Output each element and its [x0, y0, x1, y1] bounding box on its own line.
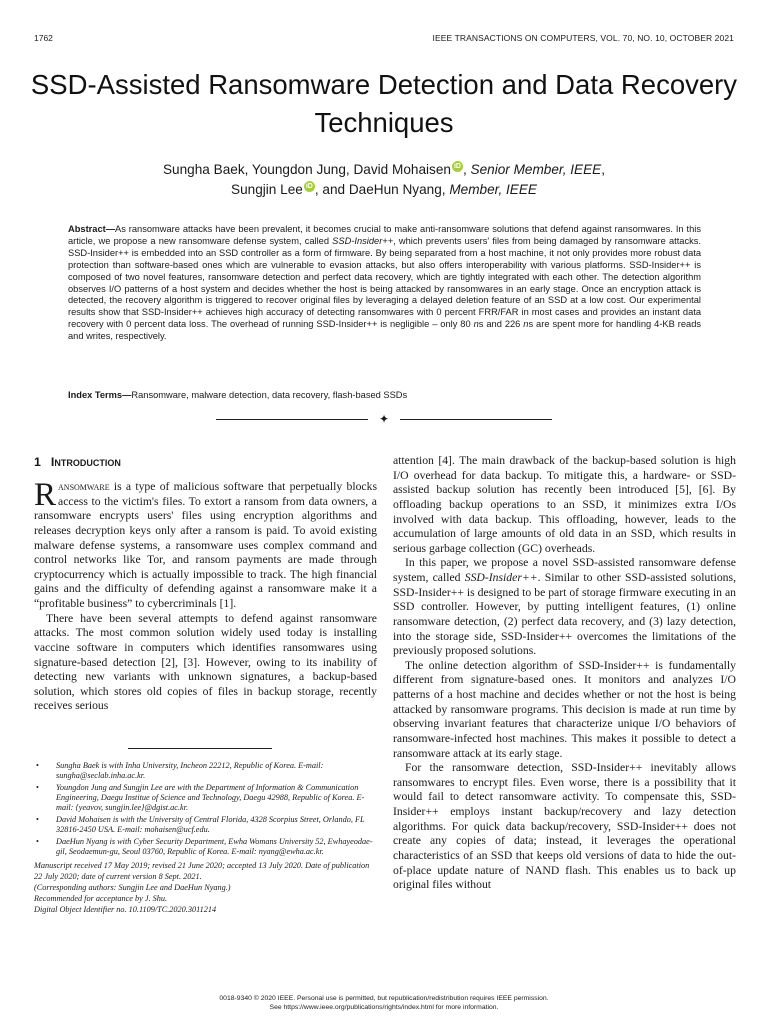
footnote-item: • DaeHun Nyang is with Cyber Security Department, Ewha Womans University 52, Ewhayeodae-gil, Seodaemun-gu, Seoul 03760, Republic of Korea. E-mail: nyang@ewha.ac.kr.: [34, 837, 379, 857]
paragraph: [393, 556, 736, 658]
orcid-icon[interactable]: iD: [453, 163, 461, 171]
section-divider: [216, 414, 552, 426]
author-conj: , and DaeHun Nyang,: [314, 182, 446, 197]
paragraph: [34, 477, 377, 612]
abstract-text: s are spent more for handling 4-KB reads and writes, respectively.: [68, 319, 702, 342]
footnotes: [34, 761, 379, 916]
unit: n: [473, 319, 479, 330]
divider-line: [216, 419, 368, 420]
footnote-item: • Youngdon Jung and Sungjin Lee are with the Department of Information & Communication Engineering, Daegu Institue of Science and Technology, Daegu 42988, Republic of Korea. E-mail: {yeavov, sungjin.lee}@dgist.ac.kr.: [34, 783, 379, 814]
paragraph: For the ransomware detection, SSD-Insider++ inevitably allows ransomwares to encrypt files. Even worse, there is a possibility that it would fail to detect ransomware activity. To compensate this, SSD-Insider++ employs instant backup/recovery and lazy detection algorithms. For quick data backup/recovery, SSD-Insider++ does not create any copies of data; instead, it leverages the operational characteristics of an SSD that keeps old versions of data to hide the out-of-place update nature of NAND flash. This enables us to back up original files without: [393, 761, 736, 892]
manuscript-line: Manuscript received 17 May 2019; revised 21 June 2020; accepted 13 July 2020. Date of publication 22 July 2020; date of current version 8 Sept. 2021.: [34, 861, 370, 882]
first-word: ansomware: [58, 480, 110, 493]
copyright-link[interactable]: See https://www.ieee.org/publications/rights/index.html for more information.: [269, 1003, 499, 1011]
diamond-star-icon: ✦: [378, 412, 390, 426]
right-column: [393, 454, 736, 893]
manuscript-line: Recommended for acceptance by J. Shu.: [34, 894, 168, 904]
author-list: [40, 160, 728, 200]
author-line-1: Sungha Baek, Youngdon Jung, David Mohaisen iD , Senior Member, IEEE,: [162, 162, 606, 177]
orcid-icon[interactable]: iD: [305, 183, 313, 191]
unit: n: [523, 319, 529, 330]
index-terms: [68, 389, 701, 401]
section-heading: [34, 454, 377, 470]
paragraph: attention [4]. The main drawback of the backup-based solution is high I/O overhead for data backup. To mitigate this, a hardware- or SSD-assisted backup solution has recently been introduced [5], [6]. By offloading backup operations to an SSD, it minimizes extra I/Os involved with data backup. This offloading, however, leads to the accumulation of large amounts of old data in an SSD, which results in serious garbage collection (GC) overheads.: [393, 454, 736, 555]
section-number: 1: [34, 455, 41, 469]
manuscript-info: [34, 861, 379, 916]
page-number: 1762: [34, 33, 53, 43]
footnote-list: [34, 761, 379, 857]
author-role: Senior Member, IEEE: [470, 162, 602, 177]
index-terms-text: Ransomware, malware detection, data recovery, flash-based SSDs: [131, 390, 408, 400]
copyright-line: 0018-9340 © 2020 IEEE. Personal use is permitted, but republication/redistribution requires IEEE permission.: [219, 995, 549, 1002]
footnote-rule: [128, 748, 272, 749]
abstract-text: As ransomware attacks have been prevalent, it becomes crucial to make anti-ransomware solutions that defend against ransomwares. In this article, we propose a new ransomware defense system, called: [68, 224, 701, 246]
paragraph-text: is a type of malicious software that perpetually blocks access to the victim's files. To extort a ransom from data owners, a ransomware encrypts users' files using encryption algorithms and releases decryption keys only after a ransom is paid. To avoid existing malware defense systems, a ransomware uses complex command and control networks like Tor, and ransom payments are made through cryptocurrency which is actually impossible to track. The high financial gains and the difficulty of defending against a ransomware make it a “profitable business” to cybercriminals [1].: [34, 480, 377, 610]
abstract-text: s and 226: [478, 319, 524, 330]
author-role: Member, IEEE: [449, 182, 537, 197]
left-column: [34, 454, 377, 714]
manuscript-line: (Corresponding authors: Sungjin Lee and DaeHun Nyang.): [34, 883, 231, 893]
paragraph-text: In this paper, we propose a novel SSD-assisted ransomware defense system, called: [393, 556, 736, 584]
abstract-label: Abstract—: [68, 224, 116, 234]
abstract-text: , which prevents users' files from being damaged by ransomware attacks. SSD-Insider++ is embedded into an SSD controller as a form of firmware. By being separated from a host machine, it not only provides more robust data protection than software-based ones which are vulnerable to evasion attacks, but also offers interoperability with various platforms. SSD-Insider++ is composed of two novel features, ransomware detection and perfect data recovery, which are tightly integrated with each other. The detection algorithm observes I/O patterns of a host system and decides whether the host is being attacked by ransomwares in an early stage. Once an encryption attack is detected, the recovery algorithm is triggered to recover original files by leveraging a delayed deletion feature of an SSD at a low cost. Our experimental results show that SSD-Insider++ achieves high accuracy of detecting ransomwares with 0 percent FRR/FAR in most cases and provides an instant data recovery with 0 percent data loss. The overhead of running SSD-Insider++ is negligible – only 80: [68, 235, 702, 330]
author-name: Sungjin Lee: [231, 182, 303, 197]
paragraph: There have been several attempts to defend against ransomware attacks. The most common solution widely used today is installing vaccine software in computers which identifies ransomwares using signature-based detection [2], [3]. However, owing to its inability of detecting new variants with unknown signatures, a backup-based solution, which stores old copies of files in backup storage, recently receives serious: [34, 611, 377, 713]
divider-line: [400, 419, 552, 420]
copyright-notice: [34, 995, 734, 1012]
paragraph: The online detection algorithm of SSD-Insider++ is fundamentally different from signature-based ones. It monitors and analyzes I/O patterns of a host machine and decides whether or not the host is being attacked by ransomware programs. This decision is made at run time by observing invariant features that characterize unique I/O behaviors of ransomware-infected host machines. This makes it possible to detect a ransomware attack at its early stage.: [393, 658, 736, 760]
footnote-item: • Sungha Baek is with Inha University, Incheon 22212, Republic of Korea. E-mail: sungha@seclab.inha.ac.kr.: [34, 761, 379, 781]
abstract: [68, 224, 701, 343]
journal-header: IEEE TRANSACTIONS ON COMPUTERS, VOL. 70, NO. 10, OCTOBER 2021: [432, 33, 734, 43]
section-title: Introduction: [50, 455, 121, 469]
manuscript-line: Digital Object Identifier no. 10.1109/TC.2020.3011214: [34, 904, 217, 914]
paragraph-text: . Similar to other SSD-assisted solutions, SSD-Insider++ is designed to be part of storage firmware executing in an SSD controller. However, by putting intelligent features, (1) online ransomware detection, (2) perfect data recovery, and (3) lazy detection, into the storage side, SSD-Insider++ overcomes the limitations of the previously proposed solutions.: [393, 571, 736, 658]
index-terms-label: Index Terms—: [68, 390, 132, 400]
dropcap: R: [34, 477, 57, 513]
footnote-item: • David Mohaisen is with the University of Central Florida, 4328 Scorpius Street, Orlando, FL 32816-2450 USA. E-mail: mohaisen@ucf.edu.: [34, 815, 379, 835]
paper-title: SSD-Assisted Ransomware Detection and Data Recovery Techniques: [30, 69, 738, 138]
system-name: SSD-Insider++: [464, 571, 538, 584]
system-name: SSD-Insider++: [332, 235, 394, 246]
author-line-2: [40, 180, 728, 200]
author-names: Sungha Baek, Youngdon Jung, David Mohaisen: [162, 162, 451, 177]
